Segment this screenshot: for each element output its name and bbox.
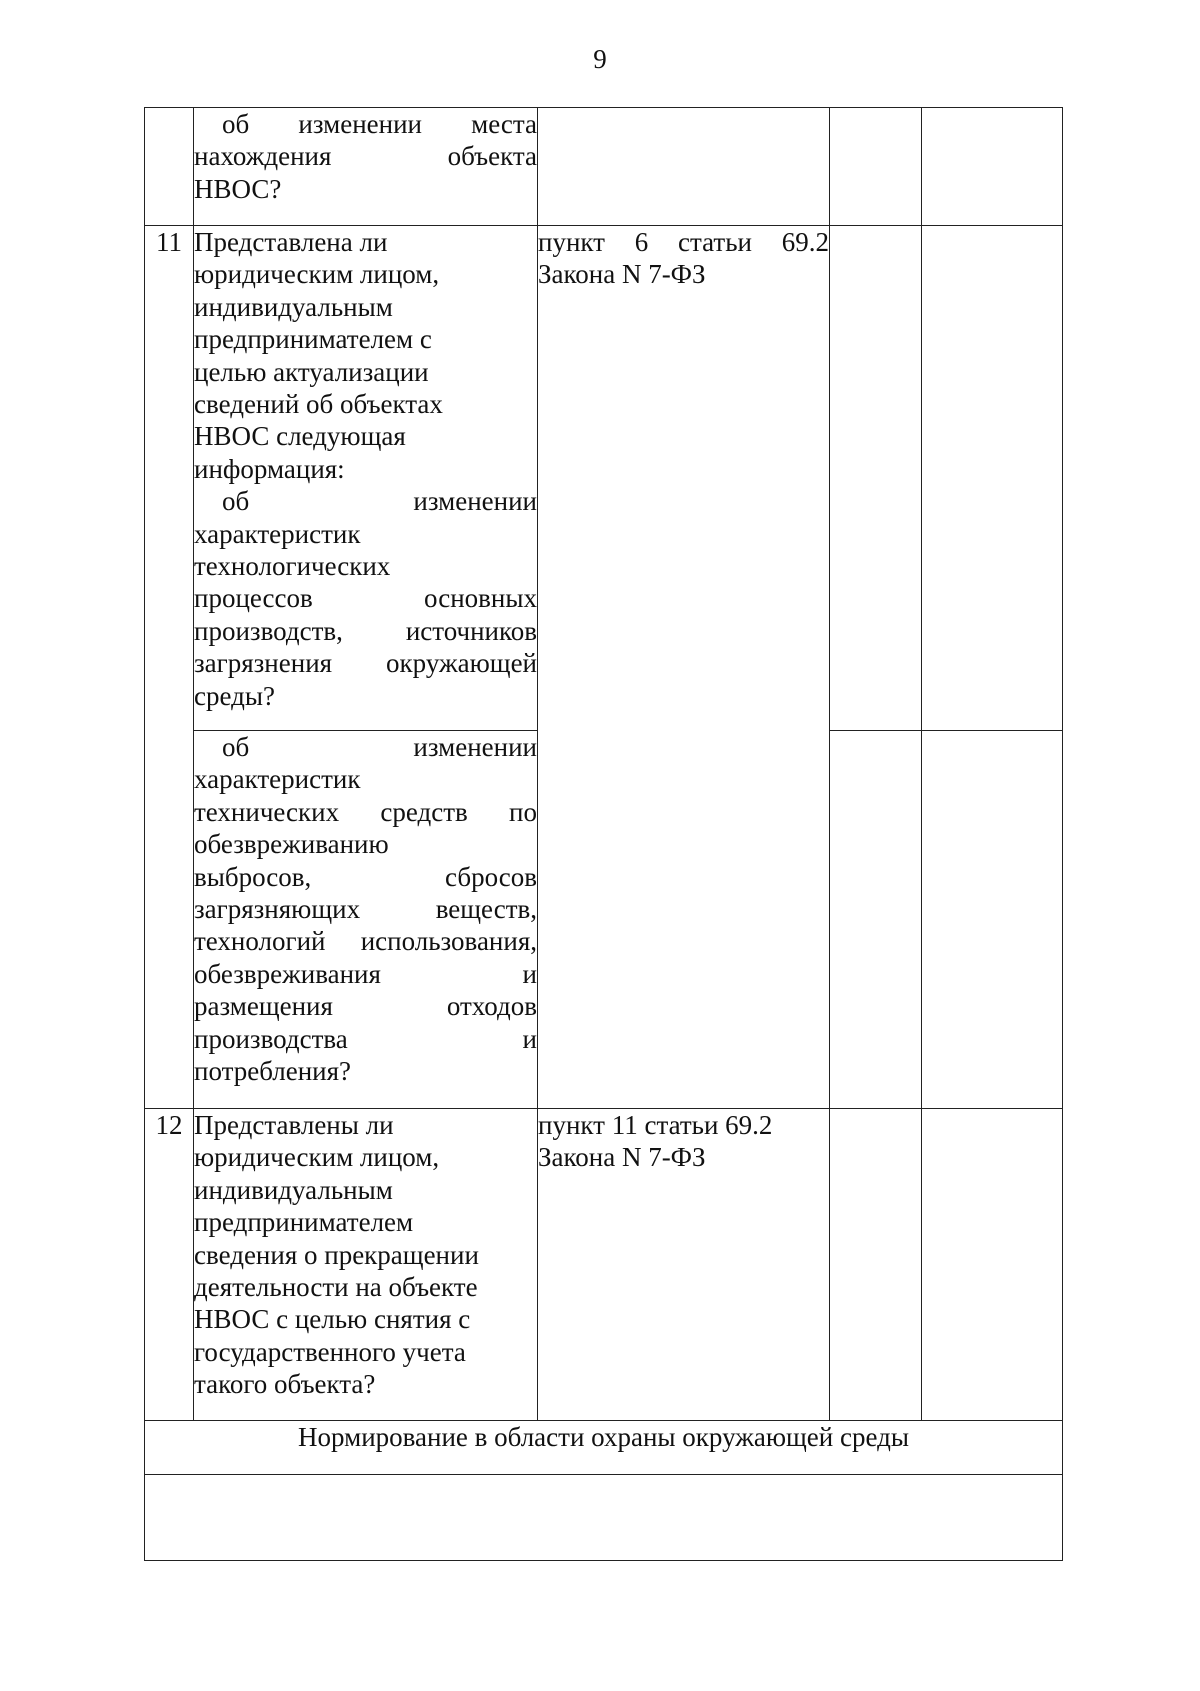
note-cell: [922, 1109, 1063, 1421]
section-heading: Нормирование в области охраны окружающей среды: [145, 1421, 1063, 1475]
law-reference-line: Закона N 7-ФЗ: [538, 259, 706, 290]
note-cell: [922, 108, 1063, 226]
question-line: характеристик: [194, 764, 361, 795]
question-line: обезвреживания и: [194, 958, 537, 989]
question-cell: [194, 226, 538, 731]
law-reference-cell: [538, 226, 830, 1109]
question-line: индивидуальным: [194, 1174, 393, 1205]
section-heading-row: [145, 1421, 1063, 1475]
question-line: обезвреживанию: [194, 829, 389, 860]
note-cell: [922, 731, 1063, 1109]
table-row-11: [145, 226, 1063, 731]
question-line: государственного учета: [194, 1336, 466, 1367]
question-line: информация:: [194, 453, 345, 484]
question-cell: [194, 108, 538, 226]
table-row-continued: [145, 108, 1063, 226]
answer-cell: [830, 108, 922, 226]
question-line: нахождения объекта: [194, 141, 537, 172]
question-line: Представлена ли: [194, 227, 388, 257]
answer-cell: [830, 1109, 922, 1421]
question-line: об изменении места: [222, 109, 537, 139]
question-line: производств, источников: [194, 615, 537, 646]
question-line: технологических: [194, 551, 391, 582]
question-line: деятельности на объекте: [194, 1272, 478, 1303]
law-reference-line: пункт 6 статьи 69.2: [538, 227, 829, 257]
question-line: выбросов, сбросов: [194, 861, 537, 892]
table-row-12: [145, 1109, 1063, 1421]
question-line: сведения о прекращении: [194, 1239, 479, 1270]
question-line: об изменении: [222, 486, 537, 517]
question-line: Представлены ли: [194, 1110, 394, 1140]
question-cell: [194, 1109, 538, 1421]
question-line: такого объекта?: [194, 1369, 376, 1400]
row-number: 12: [145, 1109, 194, 1421]
question-line: сведений об объектах: [194, 389, 443, 420]
question-line: технических средств по: [194, 796, 537, 827]
empty-cell: [145, 1475, 1063, 1561]
question-line: предпринимателем: [194, 1207, 414, 1238]
question-line: технологий использования,: [194, 926, 537, 957]
num-cell: [145, 108, 194, 226]
question-line: целью актуализации: [194, 356, 429, 387]
law-reference-line: пункт 11 статьи 69.2: [538, 1110, 773, 1140]
answer-cell: [830, 226, 922, 731]
question-line: размещения отходов: [194, 991, 537, 1022]
law-cell: [538, 108, 830, 226]
law-reference-line: Закона N 7-ФЗ: [538, 1142, 706, 1173]
empty-row: [145, 1475, 1063, 1561]
question-cell: [194, 731, 538, 1109]
question-line: производства и: [194, 1023, 537, 1054]
question-line: процессов основных: [194, 583, 537, 614]
question-line: НВОС?: [194, 173, 282, 204]
answer-cell: [830, 731, 922, 1109]
question-line: загрязнения окружающей: [194, 648, 537, 679]
law-reference-cell: [538, 1109, 830, 1421]
question-line: потребления?: [194, 1056, 352, 1087]
checklist-table: [144, 107, 1063, 1561]
row-number: 11: [145, 226, 194, 1109]
question-line: юридическим лицом,: [194, 259, 440, 290]
question-line: среды?: [194, 680, 275, 711]
question-line: юридическим лицом,: [194, 1142, 440, 1173]
note-cell: [922, 226, 1063, 731]
question-line: НВОС с целью снятия с: [194, 1304, 471, 1335]
question-line: загрязняющих веществ,: [194, 894, 537, 925]
question-line: об изменении: [222, 732, 537, 762]
question-line: НВОС следующая: [194, 421, 406, 452]
question-line: характеристик: [194, 518, 361, 549]
question-line: индивидуальным: [194, 291, 393, 322]
question-line: предпринимателем с: [194, 324, 432, 355]
page-number: 9: [593, 44, 607, 74]
